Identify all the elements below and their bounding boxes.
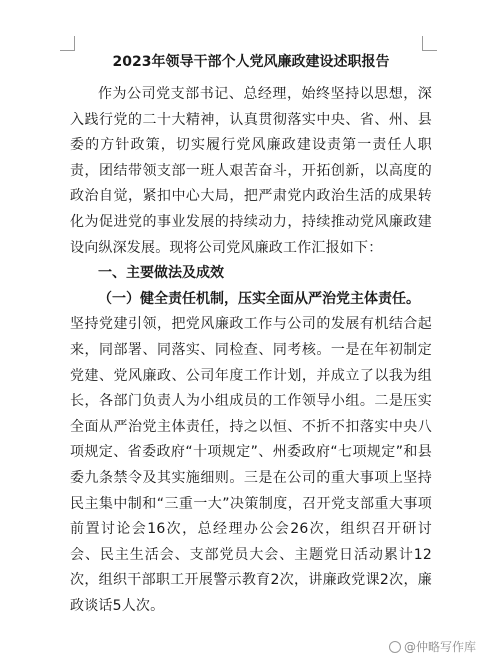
document-body <box>70 50 432 619</box>
intro-paragraph: 作为公司党支部书记、总经理，始终坚持以思想，深入践行党的二十大精神，认真贯彻落实中央、省、州、县委的方针政策，切实履行党风廉政建设责第一责任人职责，团结带领支部一班人艰苦奋斗，开拓创新，以高度的政治自觉，紧扣中心大局，把严肃党内政治生活的成果转化为促进党的事业发展的持续动力，持续推动党风廉政建设向纵深发展。现将公司党风廉政工作汇报如下： <box>70 86 432 256</box>
watermark-text: @仲略写作库 <box>403 640 476 654</box>
subsection-paragraph: 坚持党建引领，把党风廉政工作与公司的发展有机结合起来，同部署、同落实、同检查、同考核。一是在年初制定党建、党风廉政、公司年度工作计划，并成立了以我为组长，各部门负责人为小组成员的工作领导小组。二是压实全面从严治党主体责任，持之以恒、不折不扣落实中央八项规定、省委政府“十项规定”、州委政府“七项规定”和县委九条禁令及其实施细则。三是在公司的重大事项上坚持民主集中制和“三重一大”决策制度，召开党支部重大事项前置讨论会16次，总经理办公会26次，组织召开研讨会、民主生活会、支部党员大会、主题党日活动累计12次，组织干部职工开展警示教育2次，讲廉政党课2次，廉政谈话5人次。 <box>70 316 432 614</box>
document-title: 2023年领导干部个人党风廉政建设述职报告 <box>112 54 390 70</box>
watermark <box>389 638 476 655</box>
subsection-heading: （一）健全责任机制，压实全面从严治党主体责任。 <box>98 290 420 307</box>
watermark-logo-icon <box>389 641 401 653</box>
section-heading: 一、主要做法及成效 <box>98 265 224 282</box>
crop-mark-top-left <box>60 36 75 51</box>
crop-mark-top-right <box>422 36 437 51</box>
